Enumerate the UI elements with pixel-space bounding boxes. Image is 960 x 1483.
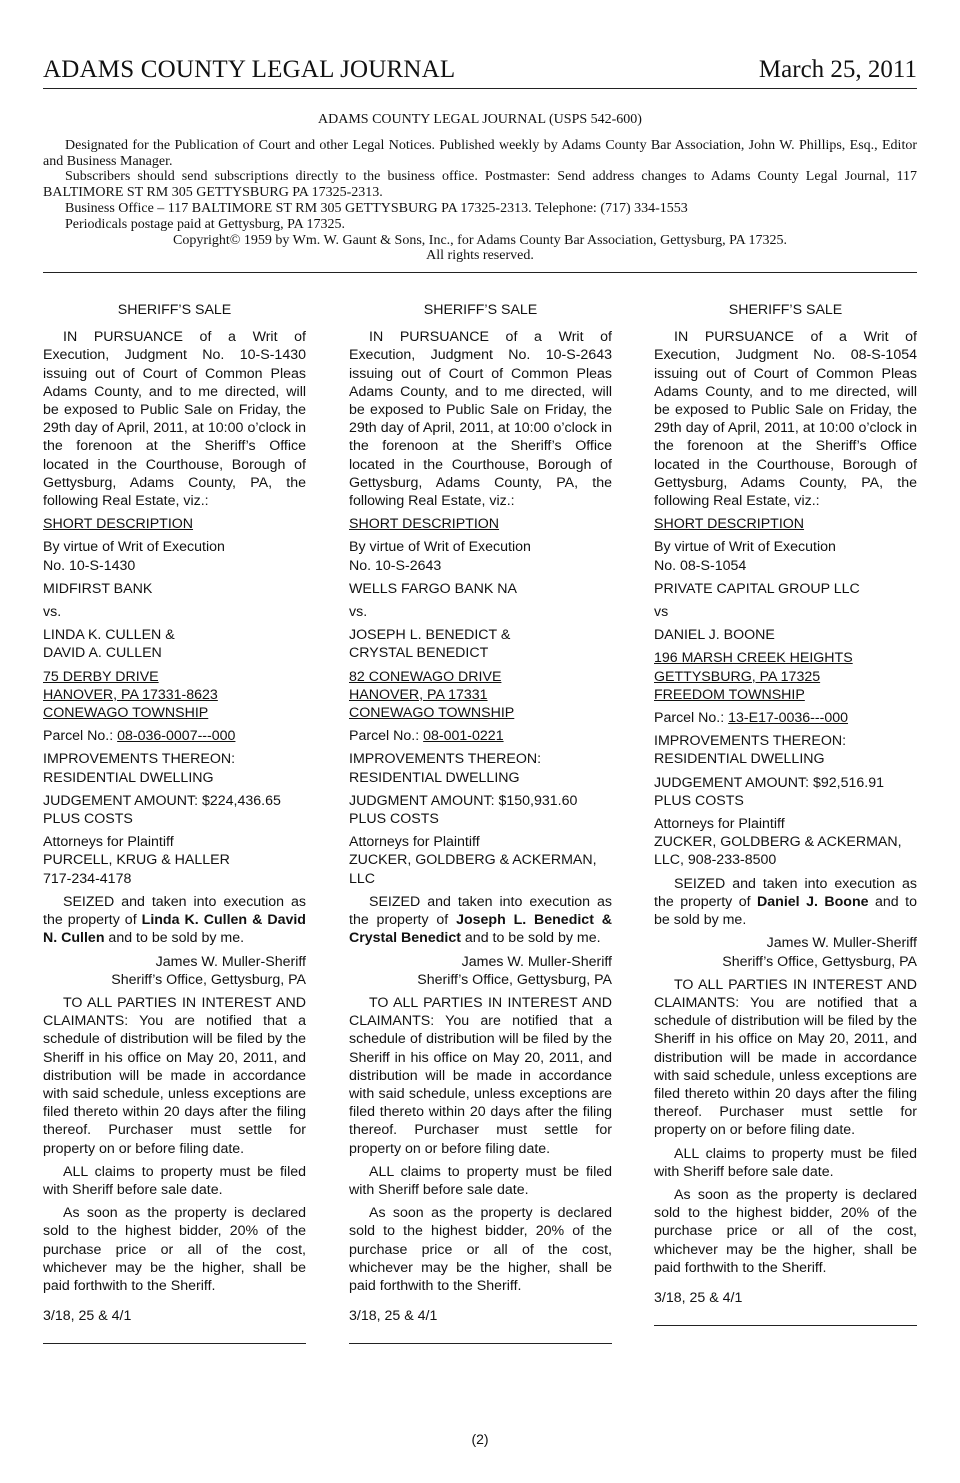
- seized-owner: Daniel J. Boone: [757, 893, 869, 910]
- sheriff-office: Sheriff’s Office, Gettysburg, PA: [417, 971, 612, 988]
- notice-end-rule: [654, 1325, 917, 1326]
- writ-number: No. 10-S-2643: [349, 557, 442, 574]
- seized-owner: Joseph L. Benedict & Crystal Benedict: [349, 912, 612, 947]
- property-address: [349, 668, 612, 723]
- judgement-amount: JUDGEMENT AMOUNT: $92,516.91: [654, 774, 884, 791]
- improvements: [349, 750, 612, 786]
- attorneys-label: Attorneys for Plaintiff: [349, 834, 480, 851]
- seized-text: SEIZED and taken into execution as the property of: [654, 875, 917, 910]
- notice-heading: SHERIFF’S SALE: [423, 302, 538, 318]
- issue-date: March 25, 2011: [758, 56, 917, 83]
- designated-text: Designated for the Publication of Court and other Legal Notices. Published weekly by Adams County Bar Association, John W. Phillips, Esq., Editor and Business Manager.: [43, 137, 917, 169]
- seized-statement: [43, 893, 306, 948]
- address-line: HANOVER, PA 17331: [349, 686, 488, 703]
- attorneys: [43, 833, 306, 888]
- notice-intro: IN PURSUANCE of a Writ of Execution, Judgment No. 10-S-2643 issuing out of Court of Common Pleas Adams County, and to me directed, will be exposed to Public Sale on Friday, the 29th day of April, 2011, at 10:00 o’clock in the forenoon at the Sheriff’s Office located in the Courthouse, Borough of Gettysburg, Adams County, PA, the following Real Estate, viz.:: [349, 329, 612, 510]
- defendant-line: DAVID A. CULLEN: [43, 645, 162, 662]
- seized-text-end: and to be sold by me.: [460, 930, 601, 947]
- attorney-firm: ZUCKER, GOLDBERG & ACKERMAN, LLC, 908-233-8500: [654, 834, 902, 869]
- notice-heading: SHERIFF’S SALE: [728, 302, 843, 318]
- masthead: [43, 56, 917, 89]
- defendant-line: LINDA K. CULLEN &: [43, 627, 175, 644]
- seized-text-end: and to be sold by me.: [654, 893, 917, 929]
- claimants-notice: TO ALL PARTIES IN INTEREST AND CLAIMANTS: You are notified that a schedule of distribution will be filed by the Sheriff in his office on May 20, 2011, and distribution will be made in accordance with said schedule, unless exceptions are filed thereto within 20 days after the filing thereof. Purchaser must settle for property on or before filing date.: [349, 994, 612, 1157]
- copyright-text: Copyright© 1959 by Wm. W. Gaunt & Sons, Inc., for Adams County Bar Association, Gettysburg, PA 17325.: [173, 232, 787, 248]
- notice-column-3: [654, 301, 917, 1326]
- bidder-notice: As soon as the property is declared sold to the highest bidder, 20% of the purchase price or all of the cost, whichever may be the higher, shall be paid forthwith to the Sheriff.: [43, 1205, 306, 1294]
- publication-dates: 3/18, 25 & 4/1: [349, 1308, 438, 1325]
- improvements-label: IMPROVEMENTS THEREON:: [43, 751, 236, 768]
- attorneys-label: Attorneys for Plaintiff: [43, 834, 174, 851]
- defendants: [43, 626, 306, 662]
- versus: vs: [654, 604, 669, 621]
- address-line: 82 CONEWAGO DRIVE: [349, 668, 502, 685]
- parcel-label: Parcel No.:: [349, 728, 424, 745]
- journal-title: ADAMS COUNTY LEGAL JOURNAL: [43, 56, 456, 83]
- notice-end-rule: [43, 1343, 306, 1344]
- versus: vs.: [349, 604, 368, 621]
- property-address: [654, 649, 917, 704]
- judgement: [349, 792, 612, 828]
- rights-text: All rights reserved.: [426, 248, 534, 264]
- bidder-notice: As soon as the property is declared sold to the highest bidder, 20% of the purchase price or all of the cost, whichever may be the higher, shall be paid forthwith to the Sheriff.: [349, 1205, 612, 1294]
- improvements: [43, 750, 306, 786]
- writ-block: [43, 538, 306, 574]
- claimants-notice: TO ALL PARTIES IN INTEREST AND CLAIMANTS: You are notified that a schedule of distribution will be filed by the Sheriff in his office on May 20, 2011, and distribution will be made in accordance with said schedule, unless exceptions are filed thereto within 20 days after the filing thereof. Purchaser must settle for property on or before filing date.: [654, 976, 917, 1139]
- short-description-label: SHORT DESCRIPTION: [349, 516, 500, 533]
- township-line: CONEWAGO TOWNSHIP: [43, 705, 209, 722]
- defendant-line: CRYSTAL BENEDICT: [349, 645, 489, 662]
- improvements: [654, 732, 917, 768]
- improvements-value: RESIDENTIAL DWELLING: [43, 769, 214, 786]
- subscribers-text: Subscribers should send subscriptions directly to the business office. Postmaster: Send address changes to Adams County Legal Journal, 117 BALTIMORE ST RM 305 GETTYSBURG PA 17325-2313.: [43, 169, 917, 201]
- plaintiff: MIDFIRST BANK: [43, 580, 153, 597]
- address-line: 75 DERBY DRIVE: [43, 668, 159, 685]
- writ-block: [654, 538, 917, 574]
- seized-text-end: and to be sold by me.: [104, 930, 245, 947]
- seized-owner: Linda K. Cullen & David N. Cullen: [43, 912, 306, 947]
- defendant-line: DANIEL J. BOONE: [654, 627, 775, 644]
- publication-info: [43, 112, 917, 264]
- parcel-line: [349, 727, 612, 745]
- improvements-label: IMPROVEMENTS THEREON:: [349, 751, 542, 768]
- parcel-number: 08-036-0007---000: [117, 728, 236, 745]
- sheriff-office: Sheriff’s Office, Gettysburg, PA: [722, 953, 917, 970]
- bidder-notice: As soon as the property is declared sold to the highest bidder, 20% of the purchase price or all of the cost, whichever may be the higher, shall be paid forthwith to the Sheriff.: [654, 1186, 917, 1276]
- improvements-label: IMPROVEMENTS THEREON:: [654, 733, 847, 750]
- attorneys-label: Attorneys for Plaintiff: [654, 816, 785, 833]
- plaintiff: PRIVATE CAPITAL GROUP LLC: [654, 580, 860, 597]
- plus-costs: PLUS COSTS: [43, 811, 133, 828]
- improvements-value: RESIDENTIAL DWELLING: [349, 769, 520, 786]
- property-address: [43, 668, 306, 723]
- claims-notice: ALL claims to property must be filed with Sheriff before sale date.: [349, 1163, 612, 1198]
- writ-line: By virtue of Writ of Execution: [654, 539, 836, 556]
- writ-block: [349, 538, 612, 574]
- business-office-text: Business Office – 117 BALTIMORE ST RM 305 GETTYSBURG PA 17325-2313. Telephone: (717) 334-1553: [65, 200, 688, 216]
- attorneys: [654, 815, 917, 870]
- sheriff-name: James W. Muller-Sheriff: [155, 953, 306, 970]
- info-divider: [43, 272, 917, 273]
- publication-dates: 3/18, 25 & 4/1: [43, 1308, 132, 1325]
- defendants: [349, 626, 612, 662]
- attorney-firm: ZUCKER, GOLDBERG & ACKERMAN, LLC: [349, 852, 597, 887]
- notice-column-2: [349, 301, 612, 1344]
- claimants-notice: TO ALL PARTIES IN INTEREST AND CLAIMANTS: You are notified that a schedule of distribution will be filed by the Sheriff in his office on May 20, 2011, and distribution will be made in accordance with said schedule, unless exceptions are filed thereto within 20 days after the filing thereof. Purchaser must settle for property on or before filing date.: [43, 994, 306, 1157]
- short-description-label: SHORT DESCRIPTION: [43, 516, 194, 533]
- notice-intro: IN PURSUANCE of a Writ of Execution, Judgment No. 10-S-1430 issuing out of Court of Common Pleas Adams County, and to me directed, will be exposed to Public Sale on Friday, the 29th day of April, 2011, at 10:00 o’clock in the forenoon at the Sheriff’s Office located in the Courthouse, Borough of Gettysburg, Adams County, PA, the following Real Estate, viz.:: [43, 329, 306, 510]
- sheriff-name: James W. Muller-Sheriff: [766, 935, 917, 952]
- sheriff-name: James W. Muller-Sheriff: [461, 953, 612, 970]
- usps-line: ADAMS COUNTY LEGAL JOURNAL (USPS 542-600): [318, 112, 642, 127]
- writ-line: By virtue of Writ of Execution: [349, 539, 531, 556]
- parcel-label: Parcel No.:: [43, 728, 118, 745]
- plus-costs: PLUS COSTS: [349, 811, 439, 828]
- parcel-line: [654, 709, 917, 727]
- defendant-line: JOSEPH L. BENEDICT &: [349, 627, 511, 644]
- seized-text: SEIZED and taken into execution as the property of: [349, 893, 612, 929]
- claims-notice: ALL claims to property must be filed with Sheriff before sale date.: [43, 1163, 306, 1198]
- writ-number: No. 10-S-1430: [43, 557, 136, 574]
- seized-text: SEIZED and taken into execution as the property of: [43, 893, 306, 929]
- judgement: [43, 792, 306, 828]
- attorney-firm: PURCELL, KRUG & HALLER: [43, 852, 230, 869]
- attorney-phone: 717-234-4178: [43, 870, 132, 887]
- seized-statement: [349, 893, 612, 948]
- periodicals-text: Periodicals postage paid at Gettysburg, PA 17325.: [65, 216, 345, 232]
- writ-line: By virtue of Writ of Execution: [43, 539, 225, 556]
- judgement: [654, 774, 917, 810]
- township-line: FREEDOM TOWNSHIP: [654, 686, 805, 703]
- writ-number: No. 08-S-1054: [654, 557, 747, 574]
- notice-intro: IN PURSUANCE of a Writ of Execution, Judgment No. 08-S-1054 issuing out of Court of Common Pleas Adams County, and to me directed, will be exposed to Public Sale on Friday, the 29th day of April, 2011, at 10:00 o’clock in the forenoon at the Sheriff’s Office located in the Courthouse, Borough of Gettysburg, Adams County, PA, the following Real Estate, viz.:: [654, 329, 917, 510]
- attorneys: [349, 833, 612, 888]
- short-description-label: SHORT DESCRIPTION: [654, 516, 805, 533]
- notice-column-1: [43, 301, 306, 1344]
- plus-costs: PLUS COSTS: [654, 792, 744, 809]
- judgement-amount: JUDGEMENT AMOUNT: $224,436.65: [43, 792, 281, 809]
- address-line: GETTYSBURG, PA 17325: [654, 668, 821, 685]
- sheriff-office: Sheriff’s Office, Gettysburg, PA: [111, 971, 306, 988]
- notice-end-rule: [349, 1343, 612, 1344]
- improvements-value: RESIDENTIAL DWELLING: [654, 751, 825, 768]
- parcel-number: 13-E17-0036---000: [728, 710, 849, 727]
- defendants: [654, 626, 917, 644]
- address-line: 196 MARSH CREEK HEIGHTS: [654, 650, 853, 667]
- parcel-label: Parcel No.:: [654, 710, 729, 727]
- versus: vs.: [43, 604, 62, 621]
- seized-statement: [654, 875, 917, 930]
- address-line: HANOVER, PA 17331-8623: [43, 686, 218, 703]
- claims-notice: ALL claims to property must be filed with Sheriff before sale date.: [654, 1145, 917, 1180]
- judgement-amount: JUDGMENT AMOUNT: $150,931.60: [349, 792, 578, 809]
- page-number: (2): [471, 1431, 489, 1447]
- parcel-number: 08-001-0221: [423, 728, 504, 745]
- publication-dates: 3/18, 25 & 4/1: [654, 1289, 743, 1306]
- parcel-line: [43, 727, 306, 745]
- notice-heading: SHERIFF’S SALE: [117, 302, 232, 318]
- plaintiff: WELLS FARGO BANK NA: [349, 580, 517, 597]
- township-line: CONEWAGO TOWNSHIP: [349, 705, 515, 722]
